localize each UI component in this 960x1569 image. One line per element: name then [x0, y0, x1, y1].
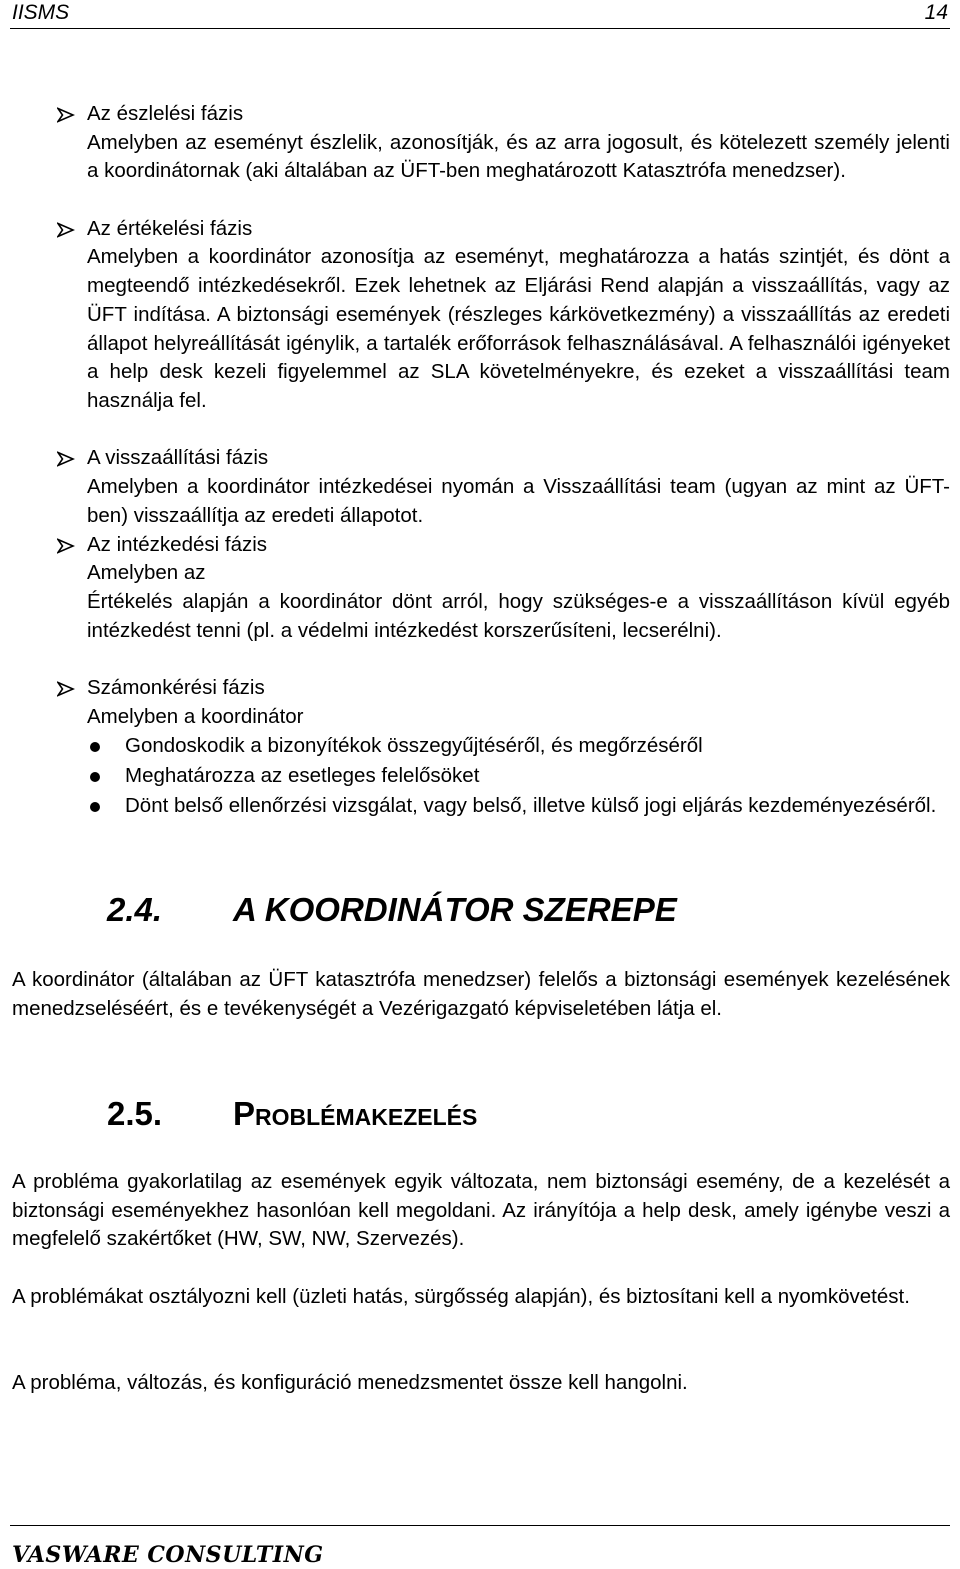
list-item-text: Meghatározza az esetleges felelősöket [125, 764, 480, 787]
header-doc-title: IISMS [12, 1, 70, 24]
list-item-text: Dönt belső ellenőrzési vizsgálat, vagy belső, illetve külső jogi eljárás kezdeményezéséről. [125, 794, 937, 817]
bullet-dot-icon [90, 802, 100, 812]
heading-number: 2.5. [107, 1095, 163, 1132]
arrow-bullet-icon [57, 681, 75, 697]
heading-title: Problémakezelés [233, 1095, 478, 1132]
phase-title: A visszaállítási fázis [87, 446, 269, 470]
list-item-text: Gondoskodik a bizonyítékok összegyűjtéséről, és megőrzéséről [125, 734, 703, 757]
phase-title: Az intézkedési fázis [87, 532, 268, 556]
heading-title: A KOORDINÁTOR SZEREPE [233, 891, 677, 928]
arrow-bullet-icon [57, 107, 75, 123]
arrow-bullet-icon [57, 451, 75, 467]
phase-title: Számonkérési fázis [87, 675, 265, 699]
coordinator-role-paragraph: A koordinátor (általában az ÜFT katasztrófa menedzser) felelős a biztonsági események kezelésének menedzseléséért, és e tevékenységét a Vezérigazgató képviseletében látja el. [12, 968, 950, 1020]
phase-body: Amelyben a koordinátor [87, 704, 304, 728]
arrow-bullet-icon [57, 222, 75, 238]
problem-paragraph-2: A problémákat osztályozni kell (üzleti hatás, sürgősség alapján), és biztosítani kell a nyomkövetést. [12, 1285, 910, 1308]
page-header [10, 0, 950, 29]
phase-body: Amelyben az eseményt észlelik, azonosítják, és az arra jogosult, és kötelezett személy jelenti a koordinátornak (aki általában az ÜFT-ben meghatározott Katasztrófa menedzser). [87, 130, 950, 183]
problem-paragraph-1: A probléma gyakorlatilag az események egyik változata, nem biztonsági esemény, de a kezelését a biztonsági eseményekhez hasonlóan kell megoldani. Az irányítója a help desk, amely igénybe veszi a megfelelő szakértőket (HW, SW, NW, Szervezés). [12, 1170, 950, 1251]
phase-body: Amelyben a koordinátor intézkedései nyomán a Visszaállítási team (ugyan az mint az ÜFT-ben) visszaállítja az eredeti állapotot. [87, 475, 950, 527]
phase-title: Az észlelési fázis [87, 102, 244, 125]
phase-body: Amelyben a koordinátor azonosítja az eseményt, meghatározza a hatás szintjét, és dönt a megteendő intézkedésekről. Ezek lehetnek az Eljárási Rend alapján a visszaállítás, vagy az ÜFT indítása. A biztonsági események (részleges kárkövetkezmény) a visszaállítás az eredeti állapot helyreállítását igénylik, a tartalék erőforrások felhasználásával. A felhasználói igényeket a help desk kezeli figyelemmel az SLA követelményekre, és ezeket a visszaállítási team használja fel. [87, 245, 950, 412]
phase-body: Amelyben az [87, 561, 206, 585]
phase-body-continued: Értékelés alapján a koordinátor dönt arról, hogy szükséges-e a visszaállításon kívül egyéb intézkedést tenni (pl. a védelmi intézkedést korszerűsíteni, lecserélni). [87, 589, 950, 642]
problem-paragraph-3: A probléma, változás, és konfiguráció menedzsmentet össze kell hangolni. [12, 1371, 688, 1394]
page-footer [10, 1525, 950, 1568]
arrow-bullet-icon [57, 538, 75, 554]
company-logo: VASWARE CONSULTING [12, 1542, 324, 1568]
phase-title: Az értékelési fázis [87, 216, 253, 240]
bullet-dot-icon [90, 772, 100, 782]
page-number: 14 [924, 1, 948, 24]
bullet-dot-icon [90, 742, 100, 752]
heading-number: 2.4. [107, 891, 163, 928]
